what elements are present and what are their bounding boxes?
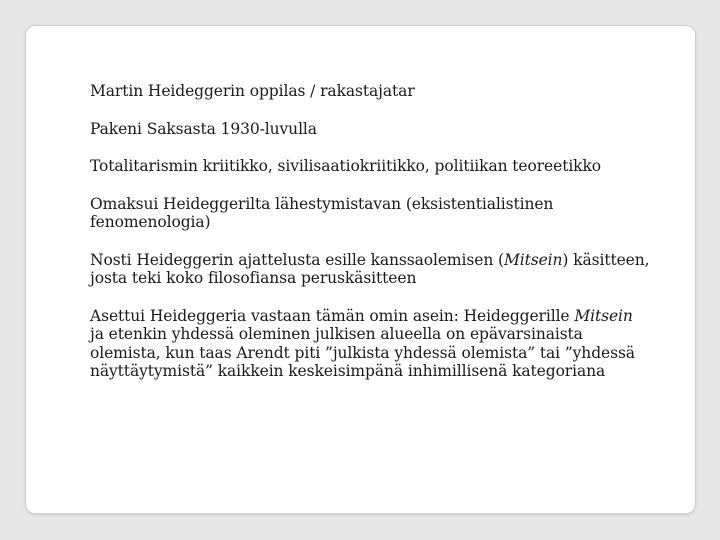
slide (25, 25, 696, 514)
paragraph-5-text-after: ) käsitteen, josta teki koko filosofiansa peruskäsitteen (90, 250, 650, 287)
slide-content (90, 82, 650, 400)
paragraph-5 (90, 251, 650, 288)
paragraph-6-text-after: ja etenkin yhdessä oleminen julkisen alueella on epävarsinaista olemista, kun taas Arendt piti ”julkista yhdessä olemista” tai ”yhdessä näyttäytymistä” kaikkein keskeisimpänä inhimillisenä kategoriana (90, 325, 635, 380)
paragraph-2: Pakeni Saksasta 1930-luvulla (90, 119, 317, 138)
paragraph-1: Martin Heideggerin oppilas / rakastajatar (90, 82, 415, 100)
mitsein-term: Mitsein (574, 306, 633, 325)
mitsein-term: Mitsein (503, 250, 563, 269)
paragraph-6-text-before: Asettui Heideggeria vastaan tämän omin asein: Heideggerille (90, 306, 575, 325)
paragraph-4: Omaksui Heideggerilta lähestymistavan (eksistentialistinen fenomenologia) (90, 194, 554, 231)
paragraph-6 (90, 307, 650, 381)
paragraph-3: Totalitarismin kriitikko, sivilisaatiokriitikko, politiikan teoreetikko (90, 157, 601, 175)
paragraph-5-text-before: Nosti Heideggerin ajattelusta esille kanssaolemisen ( (90, 250, 504, 269)
